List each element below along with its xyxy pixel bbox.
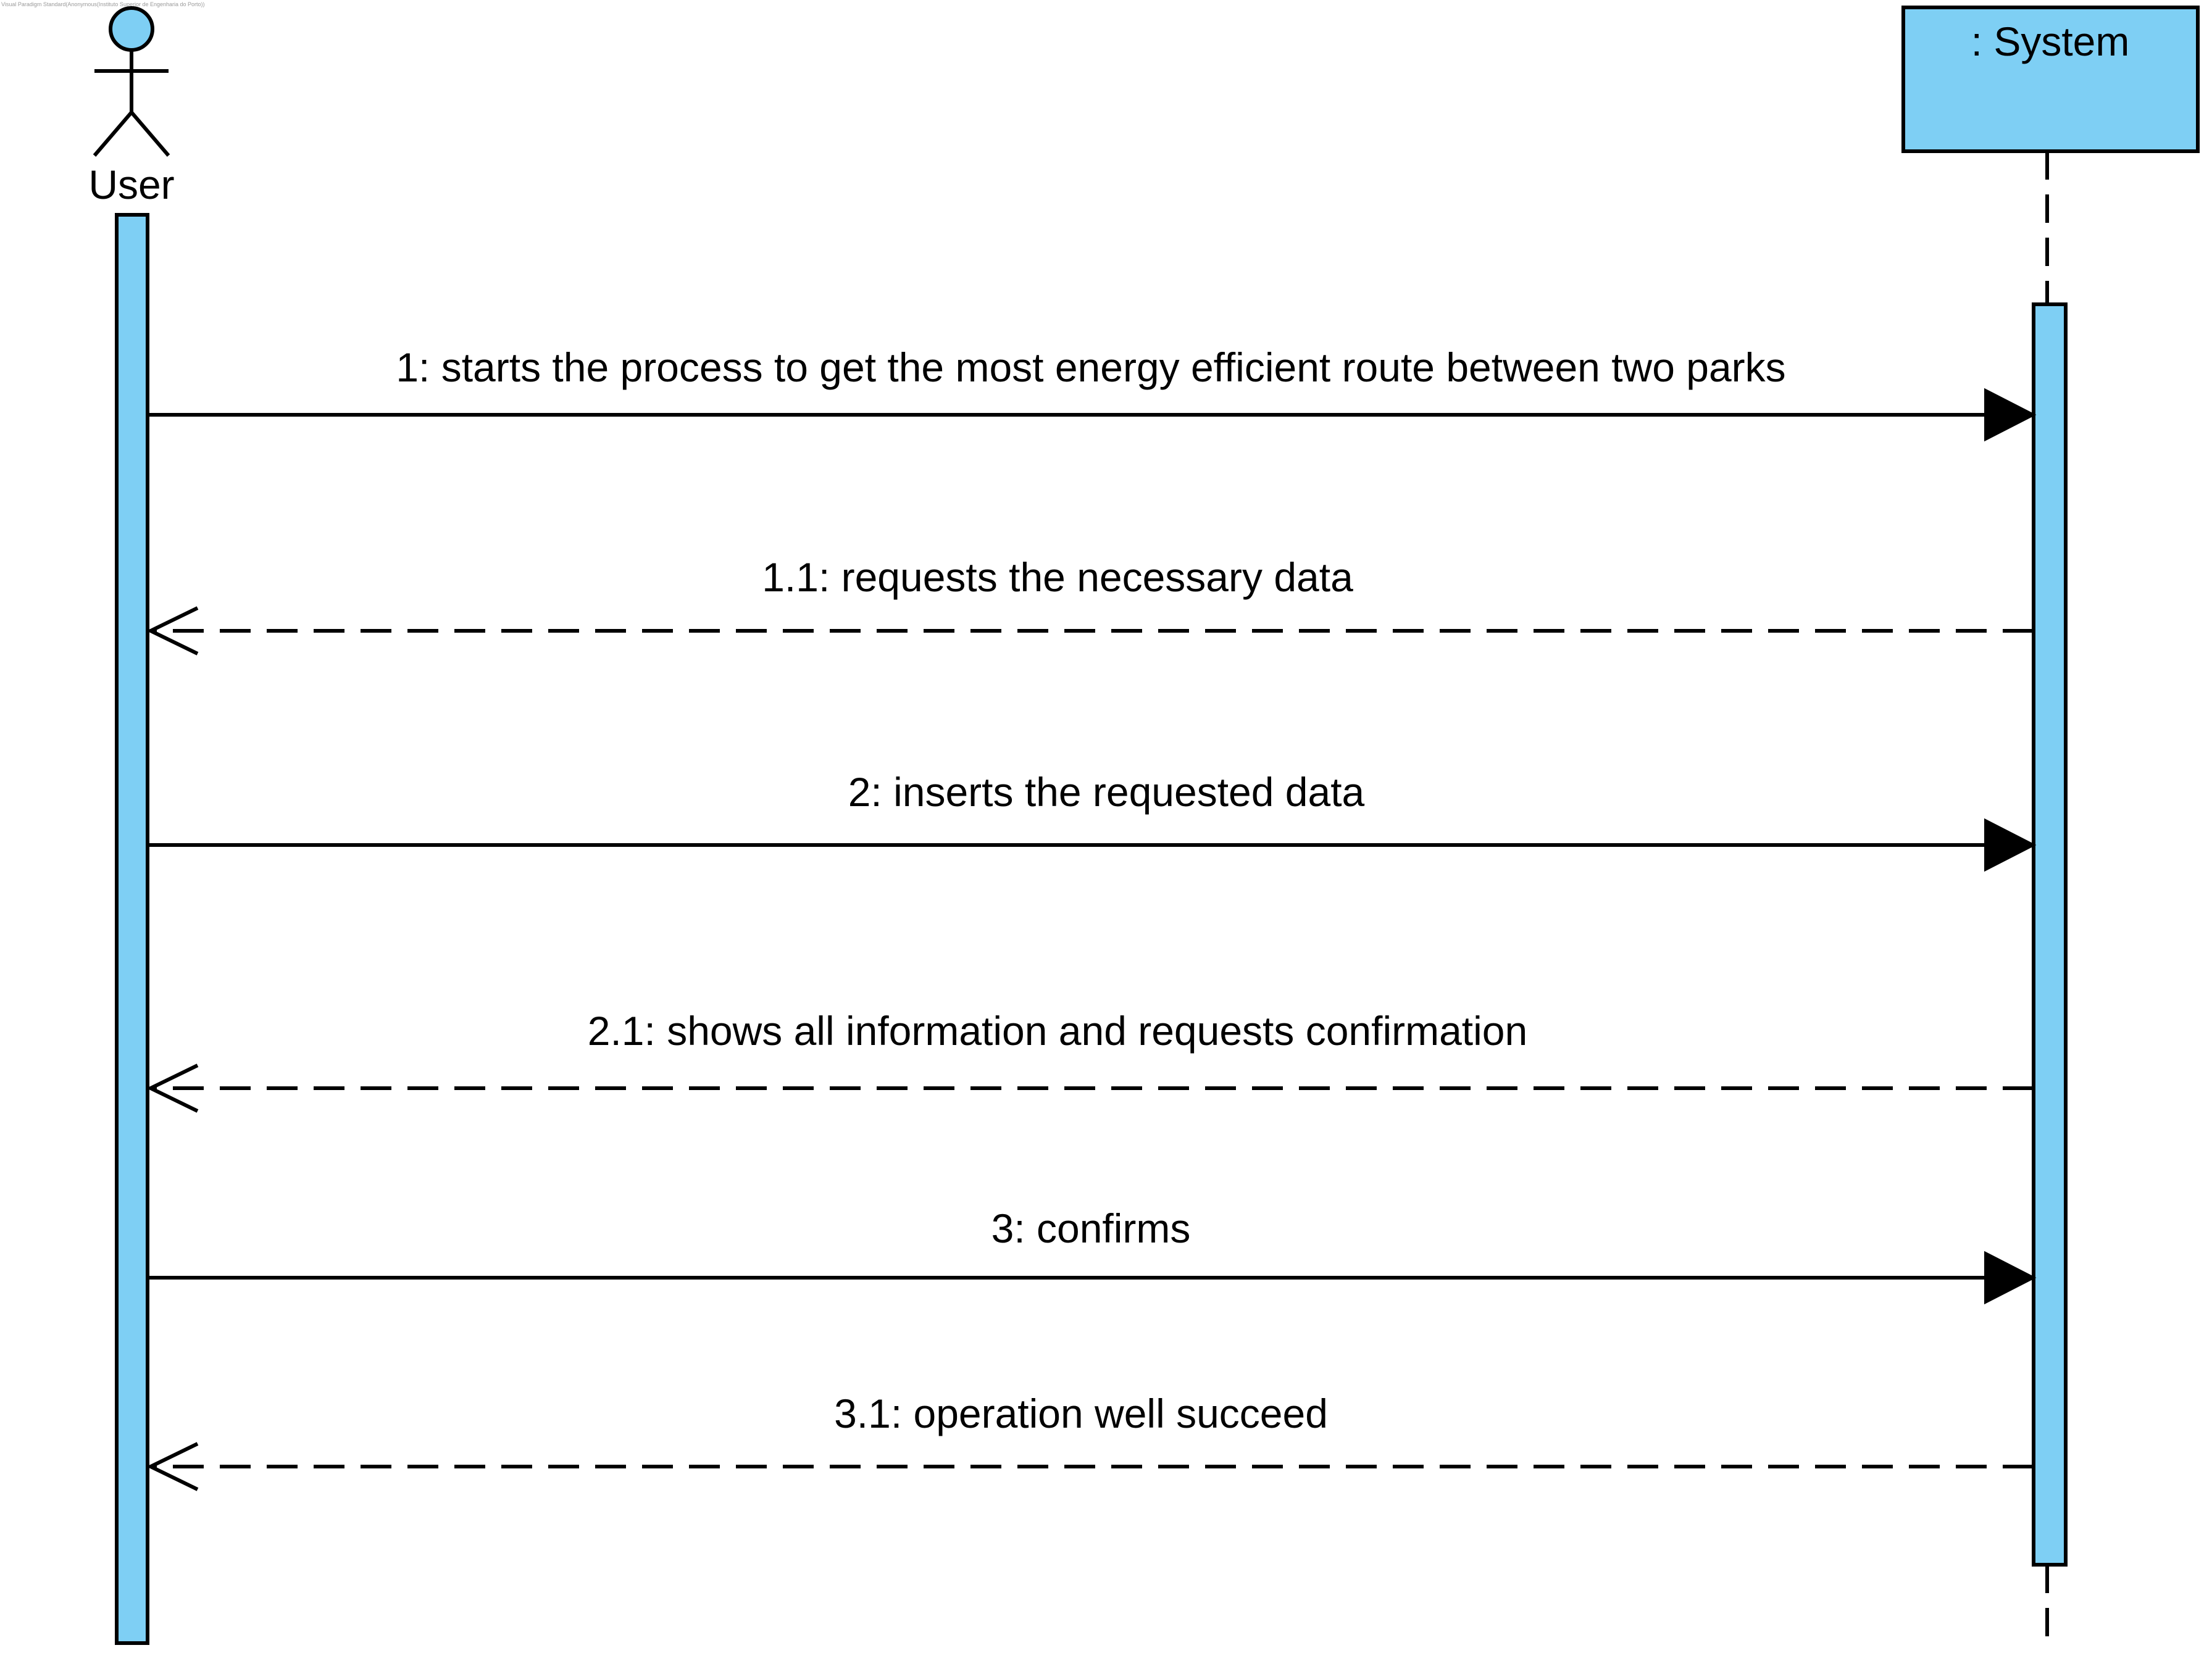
message-3[interactable] — [148, 1205, 2034, 1302]
user-activation-bar[interactable] — [117, 215, 148, 1643]
message-label: 3.1: operation well succeed — [834, 1391, 1328, 1436]
actor-user[interactable] — [88, 8, 174, 207]
object-label-system: : System — [1971, 19, 2130, 64]
actor-left-leg — [94, 112, 131, 156]
actor-right-leg — [131, 112, 169, 156]
message-label: 2: inserts the requested data — [848, 769, 1365, 815]
message-label: 1.1: requests the necessary data — [762, 554, 1353, 600]
actor-label-user: User — [88, 162, 175, 207]
message-1-1[interactable] — [151, 554, 2034, 654]
message-2[interactable] — [148, 769, 2034, 870]
message-label: 2.1: shows all information and requests confirmation — [587, 1008, 1528, 1054]
message-3-1[interactable] — [151, 1391, 2034, 1489]
system-activation-bar[interactable] — [2034, 304, 2066, 1565]
actor-head-icon — [111, 8, 152, 50]
message-1[interactable] — [148, 344, 2034, 439]
filled-arrowhead-icon — [1985, 390, 2034, 439]
object-system[interactable] — [1903, 7, 2198, 151]
filled-arrowhead-icon — [1985, 820, 2034, 870]
watermark: Visual Paradigm Standard(Anonymous(Instituto Superior de Engenharia do Porto)) — [1, 1, 205, 7]
message-label: 3: confirms — [991, 1205, 1191, 1251]
message-label: 1: starts the process to get the most energy efficient route between two parks — [396, 344, 1786, 390]
message-2-1[interactable] — [151, 1008, 2034, 1111]
filled-arrowhead-icon — [1985, 1253, 2034, 1302]
